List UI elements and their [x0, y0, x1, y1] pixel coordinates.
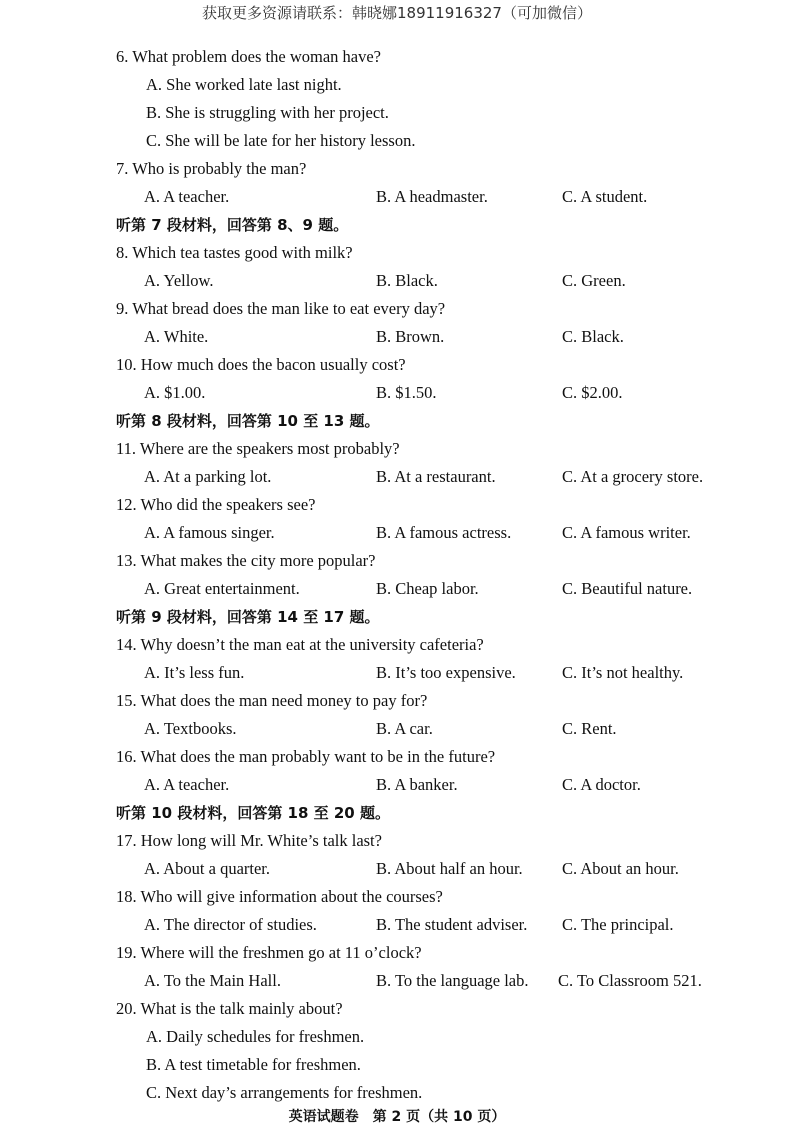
question-13 — [0, 547, 794, 575]
question-9 — [0, 295, 794, 323]
option-b: B. At a restaurant. — [376, 467, 496, 486]
option-row — [0, 715, 794, 743]
question-stem: 7. Who is probably the man? — [116, 159, 307, 178]
option-row — [0, 855, 794, 883]
question-stem: 17. How long will Mr. White’s talk last? — [116, 831, 382, 850]
option-a: A. A famous singer. — [144, 523, 275, 542]
option-row — [0, 379, 794, 407]
option-c: C. Green. — [562, 271, 626, 290]
section-heading-7: 听第 7 段材料，回答第 8、9 题。 — [116, 216, 349, 234]
option-row — [0, 71, 794, 99]
contact-header: 获取更多资源请联系：韩晓娜18911916327（可加微信） — [202, 4, 592, 22]
question-stem: 16. What does the man probably want to be in the future? — [116, 747, 496, 766]
question-stem: 8. Which tea tastes good with milk? — [116, 243, 353, 262]
option-a: A. It’s less fun. — [144, 663, 245, 682]
question-14 — [0, 631, 794, 659]
option-b: B. A test timetable for freshmen. — [146, 1055, 361, 1074]
option-c: C. A doctor. — [562, 775, 641, 794]
option-c: C. Rent. — [562, 719, 617, 738]
option-c: C. At a grocery store. — [562, 467, 704, 486]
question-16 — [0, 743, 794, 771]
question-stem: 10. How much does the bacon usually cost? — [116, 355, 406, 374]
question-stem: 12. Who did the speakers see? — [116, 495, 316, 514]
option-c: C. The principal. — [562, 915, 674, 934]
option-c: C. $2.00. — [562, 383, 623, 402]
question-stem: 13. What makes the city more popular? — [116, 551, 376, 570]
option-b: B. Brown. — [376, 327, 445, 346]
option-row — [0, 99, 794, 127]
option-row — [0, 659, 794, 687]
option-row — [0, 463, 794, 491]
option-a: A. To the Main Hall. — [144, 971, 281, 990]
option-a: A. Daily schedules for freshmen. — [146, 1027, 365, 1046]
question-11 — [0, 435, 794, 463]
option-a: A. White. — [144, 327, 209, 346]
question-stem: 15. What does the man need money to pay for? — [116, 691, 428, 710]
question-7 — [0, 155, 794, 183]
option-c: C. Next day’s arrangements for freshmen. — [146, 1083, 423, 1102]
question-stem: 6. What problem does the woman have? — [116, 47, 381, 66]
question-stem: 11. Where are the speakers most probably? — [116, 439, 400, 458]
question-15 — [0, 687, 794, 715]
option-a: A. At a parking lot. — [144, 467, 272, 486]
exam-page-content — [0, 43, 794, 1107]
option-c: C. It’s not healthy. — [562, 663, 684, 682]
option-row — [0, 183, 794, 211]
section-heading-9: 听第 9 段材料，回答第 14 至 17 题。 — [116, 608, 380, 626]
option-c: C. Beautiful nature. — [562, 579, 693, 598]
option-c: C. About an hour. — [562, 859, 679, 878]
question-stem: 9. What bread does the man like to eat every day? — [116, 299, 446, 318]
question-stem: 18. Who will give information about the courses? — [116, 887, 443, 906]
option-c: C. Black. — [562, 327, 624, 346]
option-a: A. Great entertainment. — [144, 579, 300, 598]
option-row — [0, 1051, 794, 1079]
option-b: B. To the language lab. — [376, 971, 529, 990]
option-b: B. It’s too expensive. — [376, 663, 516, 682]
question-10 — [0, 351, 794, 379]
question-20 — [0, 995, 794, 1023]
option-c: C. To Classroom 521. — [558, 971, 702, 990]
section-heading-8: 听第 8 段材料，回答第 10 至 13 题。 — [116, 412, 380, 430]
option-row — [0, 1023, 794, 1051]
option-c: C. A famous writer. — [562, 523, 691, 542]
option-row — [0, 771, 794, 799]
option-row — [0, 575, 794, 603]
question-stem: 19. Where will the freshmen go at 11 o’clock? — [116, 943, 422, 962]
option-a: A. A teacher. — [144, 187, 230, 206]
option-b: B. A car. — [376, 719, 433, 738]
option-c: C. A student. — [562, 187, 648, 206]
option-b: B. Cheap labor. — [376, 579, 479, 598]
question-19 — [0, 939, 794, 967]
question-8 — [0, 239, 794, 267]
question-18 — [0, 883, 794, 911]
option-a: A. About a quarter. — [144, 859, 271, 878]
question-stem: 14. Why doesn’t the man eat at the university cafeteria? — [116, 635, 484, 654]
option-row — [0, 267, 794, 295]
question-6 — [0, 43, 794, 71]
question-stem: 20. What is the talk mainly about? — [116, 999, 343, 1018]
option-a: A. Yellow. — [144, 271, 214, 290]
section-heading-10: 听第 10 段材料，回答第 18 至 20 题。 — [116, 804, 390, 822]
option-b: B. A banker. — [376, 775, 458, 794]
option-a: A. The director of studies. — [144, 915, 317, 934]
option-a: A. She worked late last night. — [146, 75, 342, 94]
option-row — [0, 127, 794, 155]
option-a: A. Textbooks. — [144, 719, 237, 738]
option-b: B. $1.50. — [376, 383, 437, 402]
option-row — [0, 519, 794, 547]
option-a: A. A teacher. — [144, 775, 230, 794]
question-17 — [0, 827, 794, 855]
option-row — [0, 1079, 794, 1107]
option-b: B. A famous actress. — [376, 523, 512, 542]
option-b: B. She is struggling with her project. — [146, 103, 389, 122]
option-a: A. $1.00. — [144, 383, 206, 402]
option-row — [0, 911, 794, 939]
option-b: B. A headmaster. — [376, 187, 488, 206]
option-b: B. About half an hour. — [376, 859, 523, 878]
option-b: B. The student adviser. — [376, 915, 528, 934]
page-footer: 英语试题卷 第 2 页（共 10 页） — [288, 1109, 506, 1125]
option-row — [0, 967, 794, 995]
option-c: C. She will be late for her history lesson. — [146, 131, 416, 150]
question-12 — [0, 491, 794, 519]
option-row — [0, 323, 794, 351]
option-b: B. Black. — [376, 271, 438, 290]
